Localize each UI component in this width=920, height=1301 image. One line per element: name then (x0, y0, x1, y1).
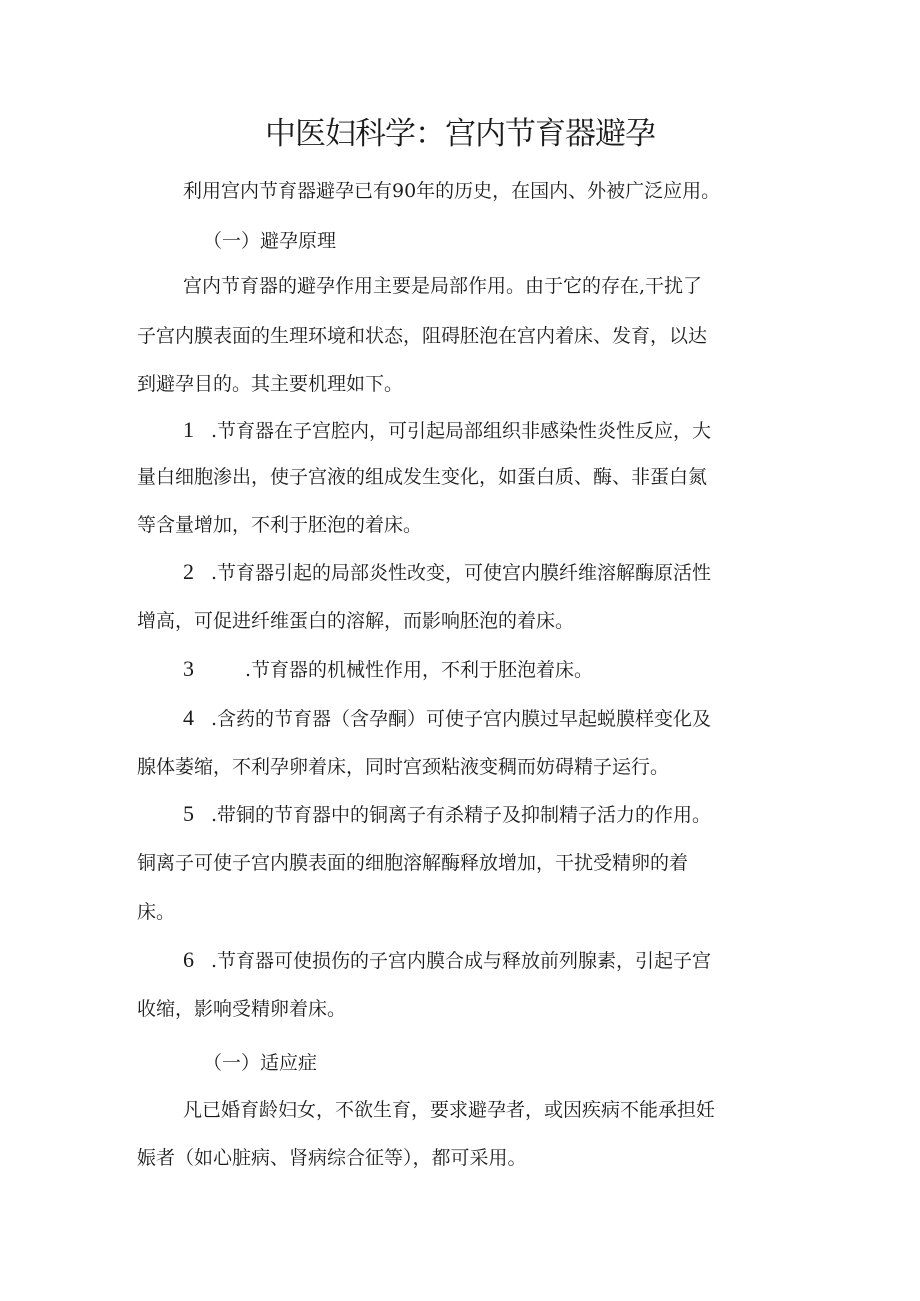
principle-paragraph-line: 子宫内膜表面的生理环境和状态，阻碍胚泡在宫内着床、发育，以达 (137, 325, 708, 347)
item-number: 5 (183, 801, 194, 826)
item-number: 4 (183, 705, 194, 730)
indications-paragraph-line: 娠者（如心脏病、肾病综合征等），都可采用。 (137, 1147, 527, 1169)
intro-paragraph: 利用宫内节育器避孕已有90年的历史，在国内、外被广泛应用。 (183, 180, 721, 202)
list-item-2 (183, 558, 711, 587)
item-text-line: .节育器可使损伤的子宫内膜合成与释放前列腺素，引起子宫 (211, 950, 712, 972)
item-number: 1 (183, 417, 194, 442)
principle-paragraph-line: 到避孕目的。其主要机理如下。 (137, 373, 404, 395)
principle-paragraph-line: 宫内节育器的避孕作用主要是局部作用。由于它的存在,干扰了 (183, 275, 703, 297)
list-item-1 (183, 416, 711, 445)
item-number: 3 (183, 656, 194, 681)
item-text-line: 收缩，影响受精卵着床。 (137, 998, 347, 1020)
list-item-5 (183, 800, 711, 829)
item-text-line: 铜离子可使子宫内膜表面的细胞溶解酶释放增加，干扰受精卵的着 (137, 852, 689, 874)
item-text-line: 量白细胞渗出，使子宫液的组成发生变化，如蛋白质、酶、非蛋白氮 (137, 466, 708, 488)
section-heading-indications: （一）适应症 (203, 1052, 318, 1074)
indications-paragraph-line: 凡已婚育龄妇女，不欲生育，要求避孕者，或因疾病不能承担妊 (183, 1099, 716, 1121)
list-item-6 (183, 946, 711, 975)
item-text-line: .带铜的节育器中的铜离子有杀精子及抑制精子活力的作用。 (211, 804, 712, 826)
section-heading-principle: （一）避孕原理 (203, 230, 337, 252)
item-text-line: 腺体萎缩，不利孕卵着床，同时宫颈粘液变稠而妨碍精子运行。 (137, 756, 670, 778)
item-number: 2 (183, 559, 194, 584)
item-text-line: 增高，可促进纤维蛋白的溶解，而影响胚泡的着床。 (137, 610, 575, 632)
item-text-line: .节育器的机械性作用，不利于胚泡着床。 (245, 659, 594, 681)
item-number: 6 (183, 947, 194, 972)
item-text-line: .节育器在子宫腔内，可引起局部组织非感染性炎性反应，大 (211, 420, 712, 442)
list-item-3 (183, 655, 593, 684)
list-item-4 (183, 704, 711, 733)
item-text-line: .含药的节育器（含孕酮）可使子宫内膜过早起蜕膜样变化及 (211, 708, 712, 730)
document-title: 中医妇科学：宫内节育器避孕 (265, 116, 655, 152)
item-text-line: 床。 (137, 901, 176, 923)
item-text-line: .节育器引起的局部炎性改变，可使宫内膜纤维溶解酶原活性 (211, 562, 712, 584)
item-text-line: 等含量增加，不利于胚泡的着床。 (137, 514, 423, 536)
